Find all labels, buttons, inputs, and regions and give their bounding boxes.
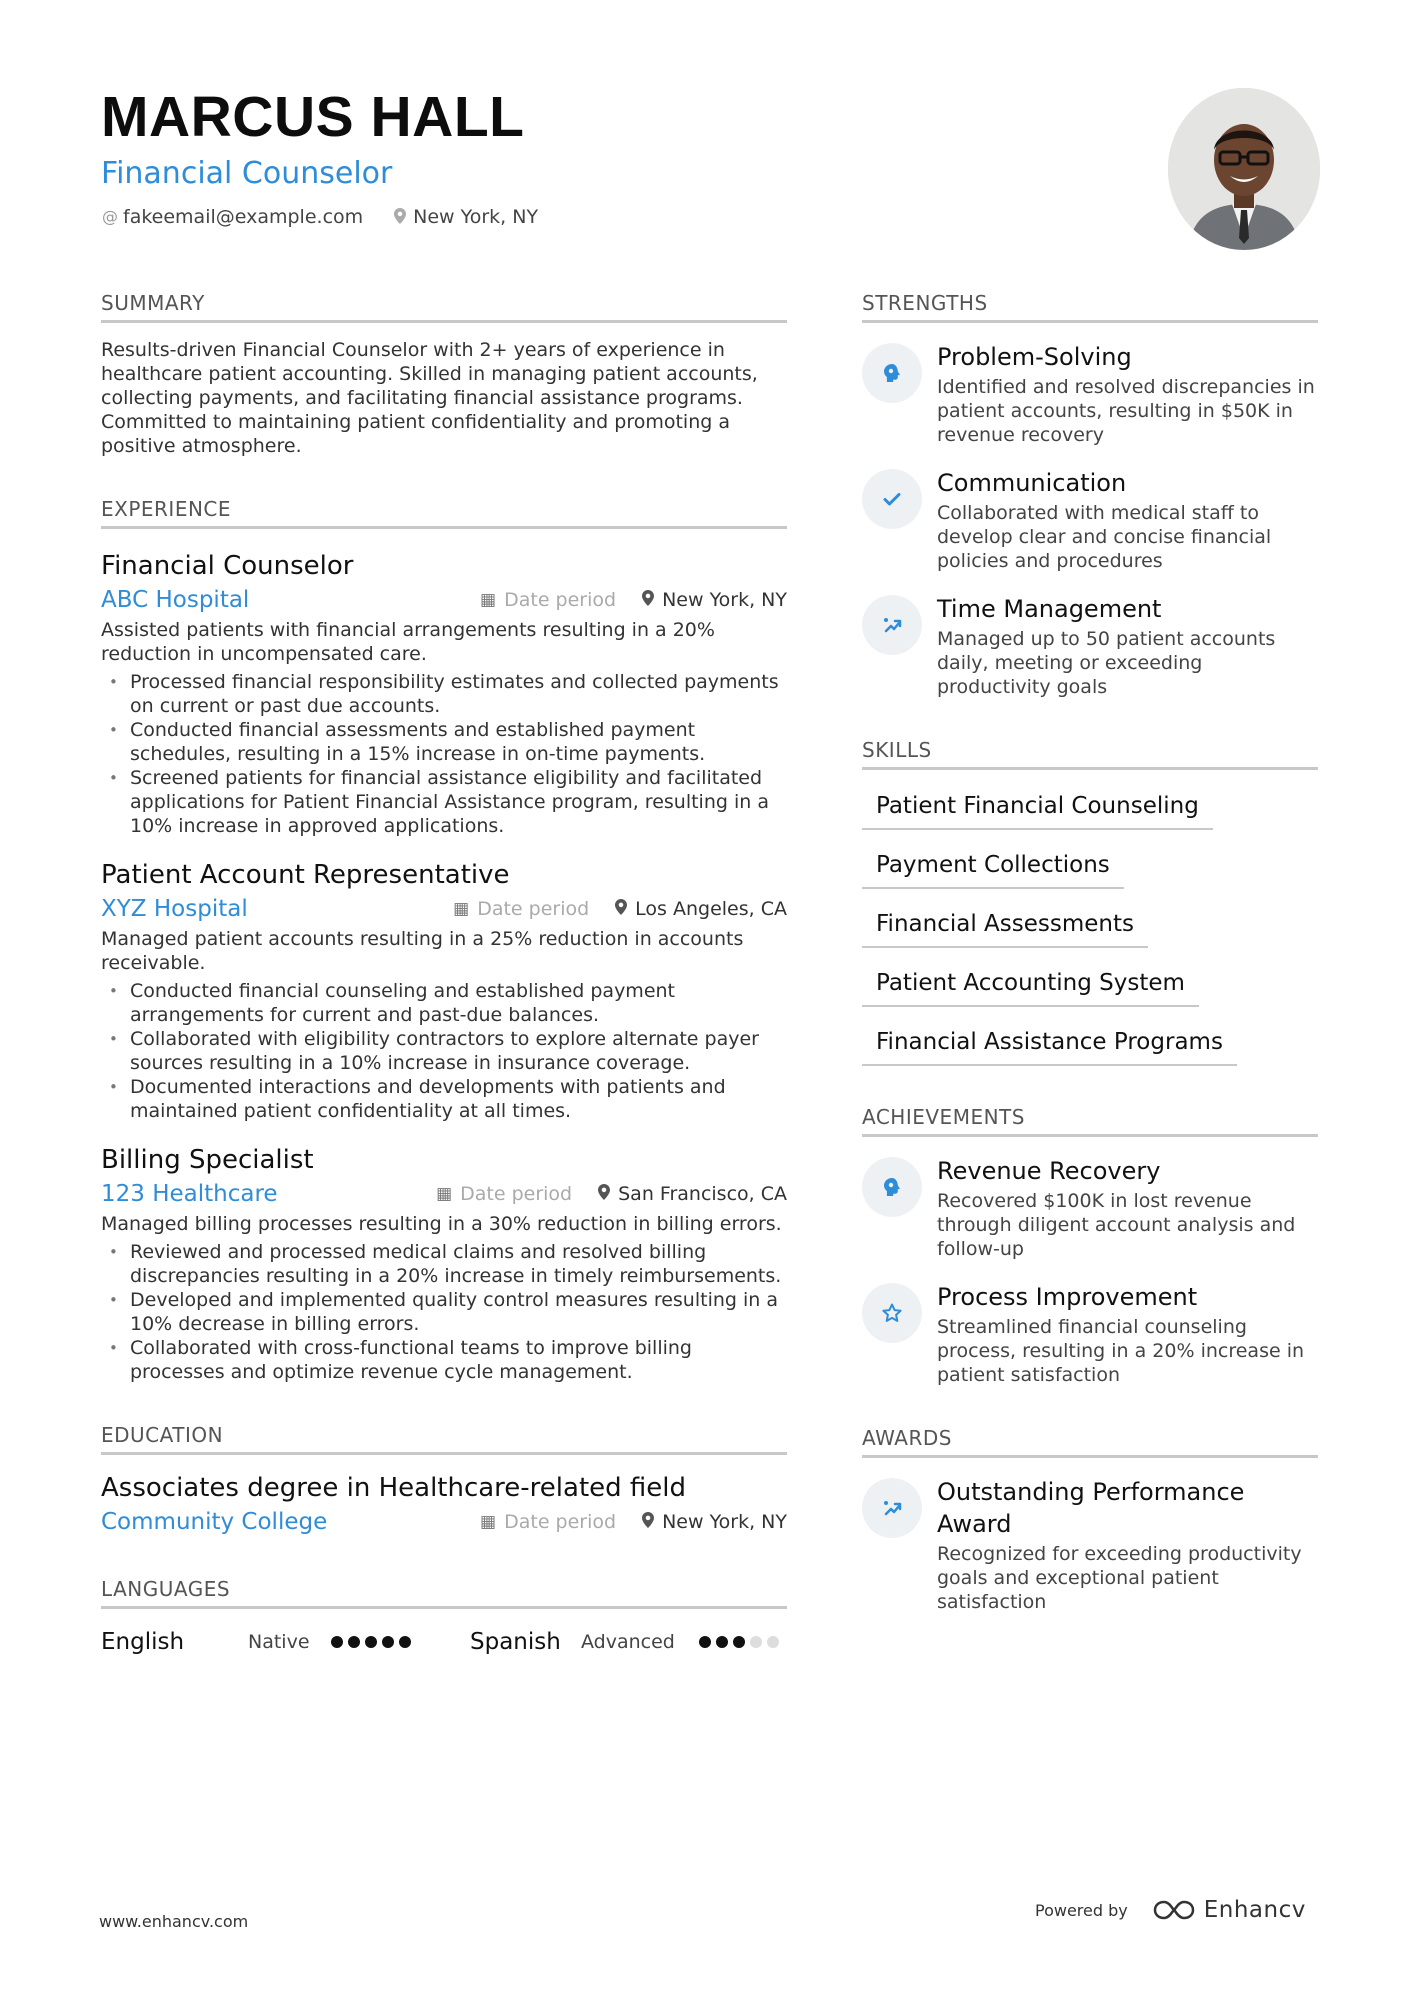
education-date [480, 1511, 616, 1533]
strength-body [937, 593, 1318, 699]
education-meta [101, 1506, 787, 1538]
achievement-item [862, 1281, 1318, 1387]
at-sign-icon: @ [102, 207, 118, 226]
contact-location [391, 206, 538, 228]
job-meta-right [480, 589, 787, 611]
degree-title: Associates degree in Healthcare-related field [101, 1473, 687, 1503]
job-location [598, 1183, 787, 1205]
strength-description: Identified and resolved discrepancies in patient accounts, resulting in $50K in revenue recovery [937, 376, 1315, 446]
left-column [101, 290, 787, 1693]
achievements-heading: ACHIEVEMENTS [862, 1104, 1318, 1137]
rating-dot [767, 1636, 779, 1648]
skills-heading: SKILLS [862, 737, 1318, 770]
skill-tag: Patient Accounting System [862, 963, 1199, 1007]
job-bullet: • Conducted financial assessments and established payment schedules, resulting in a 15% increase in on-time payments. [101, 718, 787, 766]
job-bullets [101, 670, 787, 838]
rating-dot [750, 1636, 762, 1648]
experience-entry [101, 1143, 787, 1384]
rating-dot [399, 1636, 411, 1648]
award-title: Outstanding Performance Award [937, 1478, 1245, 1538]
brand-logo[interactable] [1152, 1897, 1306, 1923]
achievement-item [862, 1155, 1318, 1261]
achievement-description: Recovered $100K in lost revenue through diligent account analysis and follow-up [937, 1190, 1296, 1260]
skill-tag: Financial Assessments [862, 904, 1148, 948]
experience-entry [101, 549, 787, 838]
job-date [453, 898, 589, 920]
job-date [436, 1183, 572, 1205]
footer-website-link[interactable]: www.enhancv.com [99, 1912, 249, 1931]
check-icon [862, 469, 922, 529]
job-bullets [101, 1240, 787, 1384]
strength-title: Problem-Solving [937, 343, 1132, 371]
education-entry [101, 1471, 787, 1538]
education-location [642, 1511, 787, 1533]
location-text: New York, NY [662, 1511, 787, 1533]
strength-description: Collaborated with medical staff to develop clear and concise financial policies and procedures [937, 502, 1272, 572]
strengths-heading: STRENGTHS [862, 290, 1318, 323]
route-arrow-icon [862, 1478, 922, 1538]
rating-dot [716, 1636, 728, 1648]
education-section [101, 1422, 787, 1538]
skills-list [862, 786, 1318, 1066]
location-pin-icon [615, 899, 627, 920]
rating-dot [733, 1636, 745, 1648]
star-icon [862, 1283, 922, 1343]
education-heading: EDUCATION [101, 1422, 787, 1455]
rating-dot [365, 1636, 377, 1648]
contact-info [101, 206, 1201, 228]
location-pin-icon [391, 208, 409, 226]
calendar-icon: ▦ [480, 590, 497, 610]
location-text: New York, NY [662, 589, 787, 611]
language-rating [331, 1636, 416, 1648]
job-bullet: • Screened patients for financial assistance eligibility and facilitated applications for Patient Financial Assistance program, resulting in a 10% increase in approved applications. [101, 766, 787, 838]
awards-heading: AWARDS [862, 1425, 1318, 1458]
rating-dot [382, 1636, 394, 1648]
job-location [615, 898, 787, 920]
achievement-title: Process Improvement [937, 1283, 1198, 1311]
award-item [862, 1476, 1318, 1614]
award-body [937, 1476, 1318, 1614]
job-title: Patient Account Representative [101, 860, 510, 890]
awards-section [862, 1425, 1318, 1614]
language-name: English [101, 1629, 185, 1655]
candidate-name: MARCUS HALL [101, 85, 525, 149]
powered-by-text: Powered by [1035, 1900, 1128, 1920]
experience-entry [101, 858, 787, 1123]
experience-section [101, 496, 787, 1384]
strength-description: Managed up to 50 patient accounts daily, meeting or exceeding productivity goals [937, 628, 1276, 698]
language-name: Spanish [470, 1629, 561, 1655]
email-text: fakeemail@example.com [123, 206, 364, 228]
location-text: Los Angeles, CA [635, 898, 787, 920]
language-item [101, 1629, 470, 1655]
languages-row [101, 1629, 787, 1655]
skill-tag: Payment Collections [862, 845, 1124, 889]
location-text: San Francisco, CA [618, 1183, 787, 1205]
job-bullet: • Collaborated with cross-functional teams to improve billing processes and optimize revenue cycle management. [101, 1336, 787, 1384]
job-bullet: • Collaborated with eligibility contractors to explore alternate payer sources resulting in a 10% increase in insurance coverage. [101, 1027, 787, 1075]
company-name: ABC Hospital [101, 587, 250, 613]
brand-name: Enhancv [1203, 1897, 1306, 1923]
achievements-section [862, 1104, 1318, 1387]
date-text: Date period [504, 589, 617, 611]
company-name: 123 Healthcare [101, 1181, 278, 1207]
job-description: Managed billing processes resulting in a 30% reduction in billing errors. [101, 1213, 782, 1235]
award-description: Recognized for exceeding productivity goals and exceptional patient satisfaction [937, 1543, 1302, 1613]
profile-photo [1168, 88, 1320, 250]
achievement-body [937, 1155, 1318, 1261]
route-arrow-icon [862, 595, 922, 655]
candidate-title: Financial Counselor [101, 156, 393, 191]
right-column [862, 290, 1318, 1652]
achievement-title: Revenue Recovery [937, 1157, 1161, 1185]
job-description: Assisted patients with financial arrangements resulting in a 20% reduction in uncompensated care. [101, 619, 715, 665]
job-bullets [101, 979, 787, 1123]
summary-text: Results-driven Financial Counselor with 2+ years of experience in healthcare patient accounting. Skilled in managing patient accounts, collecting payments, and facilitating financial assistance programs. Committed to maintaining patient confidentiality and promoting a positive atmosphere. [101, 339, 758, 457]
strength-item [862, 341, 1318, 447]
resume-header [101, 84, 1201, 228]
job-bullet: • Processed financial responsibility estimates and collected payments on current or past due accounts. [101, 670, 787, 718]
calendar-icon: ▦ [436, 1184, 453, 1204]
brain-icon [862, 343, 922, 403]
skill-tag: Patient Financial Counseling [862, 786, 1213, 830]
job-description: Managed patient accounts resulting in a 25% reduction in accounts receivable. [101, 928, 744, 974]
languages-heading: LANGUAGES [101, 1576, 787, 1609]
experience-heading: EXPERIENCE [101, 496, 787, 529]
location-pin-icon [642, 1512, 654, 1533]
languages-section [101, 1576, 787, 1655]
strength-item [862, 593, 1318, 699]
language-level: Advanced [581, 1631, 675, 1653]
job-bullet: • Developed and implemented quality control measures resulting in a 10% decrease in billing errors. [101, 1288, 787, 1336]
education-meta-right [480, 1511, 787, 1533]
school-name: Community College [101, 1509, 328, 1535]
strength-body [937, 341, 1318, 447]
summary-section [101, 290, 787, 458]
rating-dot [699, 1636, 711, 1648]
language-level: Native [248, 1631, 310, 1653]
rating-dot [348, 1636, 360, 1648]
summary-heading: SUMMARY [101, 290, 787, 323]
language-rating [699, 1636, 784, 1648]
job-bullet: • Reviewed and processed medical claims and resolved billing discrepancies resulting in a 20% increase in timely reimbursements. [101, 1240, 787, 1288]
job-meta-right [436, 1183, 787, 1205]
footer-branding [1035, 1897, 1306, 1923]
location-text: New York, NY [413, 206, 539, 228]
job-meta-right [453, 898, 787, 920]
strength-item [862, 467, 1318, 573]
job-meta [101, 893, 787, 925]
enhancv-logo-icon [1152, 1898, 1196, 1922]
location-pin-icon [642, 590, 654, 611]
job-date [480, 589, 616, 611]
job-location [642, 589, 787, 611]
job-meta [101, 584, 787, 616]
strength-body [937, 467, 1318, 573]
date-text: Date period [504, 1511, 617, 1533]
location-pin-icon [598, 1184, 610, 1205]
achievement-description: Streamlined financial counseling process, resulting in a 20% increase in patient satisfaction [937, 1316, 1305, 1386]
skill-tag: Financial Assistance Programs [862, 1022, 1237, 1066]
calendar-icon: ▦ [480, 1512, 497, 1532]
job-title: Billing Specialist [101, 1145, 314, 1175]
job-meta [101, 1178, 787, 1210]
date-text: Date period [460, 1183, 573, 1205]
job-bullet: • Documented interactions and developments with patients and maintained patient confidentiality at all times. [101, 1075, 787, 1123]
calendar-icon: ▦ [453, 899, 470, 919]
rating-dot [331, 1636, 343, 1648]
strength-title: Communication [937, 469, 1127, 497]
achievement-body [937, 1281, 1318, 1387]
strength-title: Time Management [937, 595, 1162, 623]
job-title: Financial Counselor [101, 551, 354, 581]
skills-section [862, 737, 1318, 1066]
date-text: Date period [477, 898, 590, 920]
brain-icon [862, 1157, 922, 1217]
language-item [470, 1629, 787, 1655]
strengths-section [862, 290, 1318, 699]
contact-email[interactable] [101, 206, 363, 228]
job-bullet: • Conducted financial counseling and established payment arrangements for current and past-due balances. [101, 979, 787, 1027]
company-name: XYZ Hospital [101, 896, 248, 922]
